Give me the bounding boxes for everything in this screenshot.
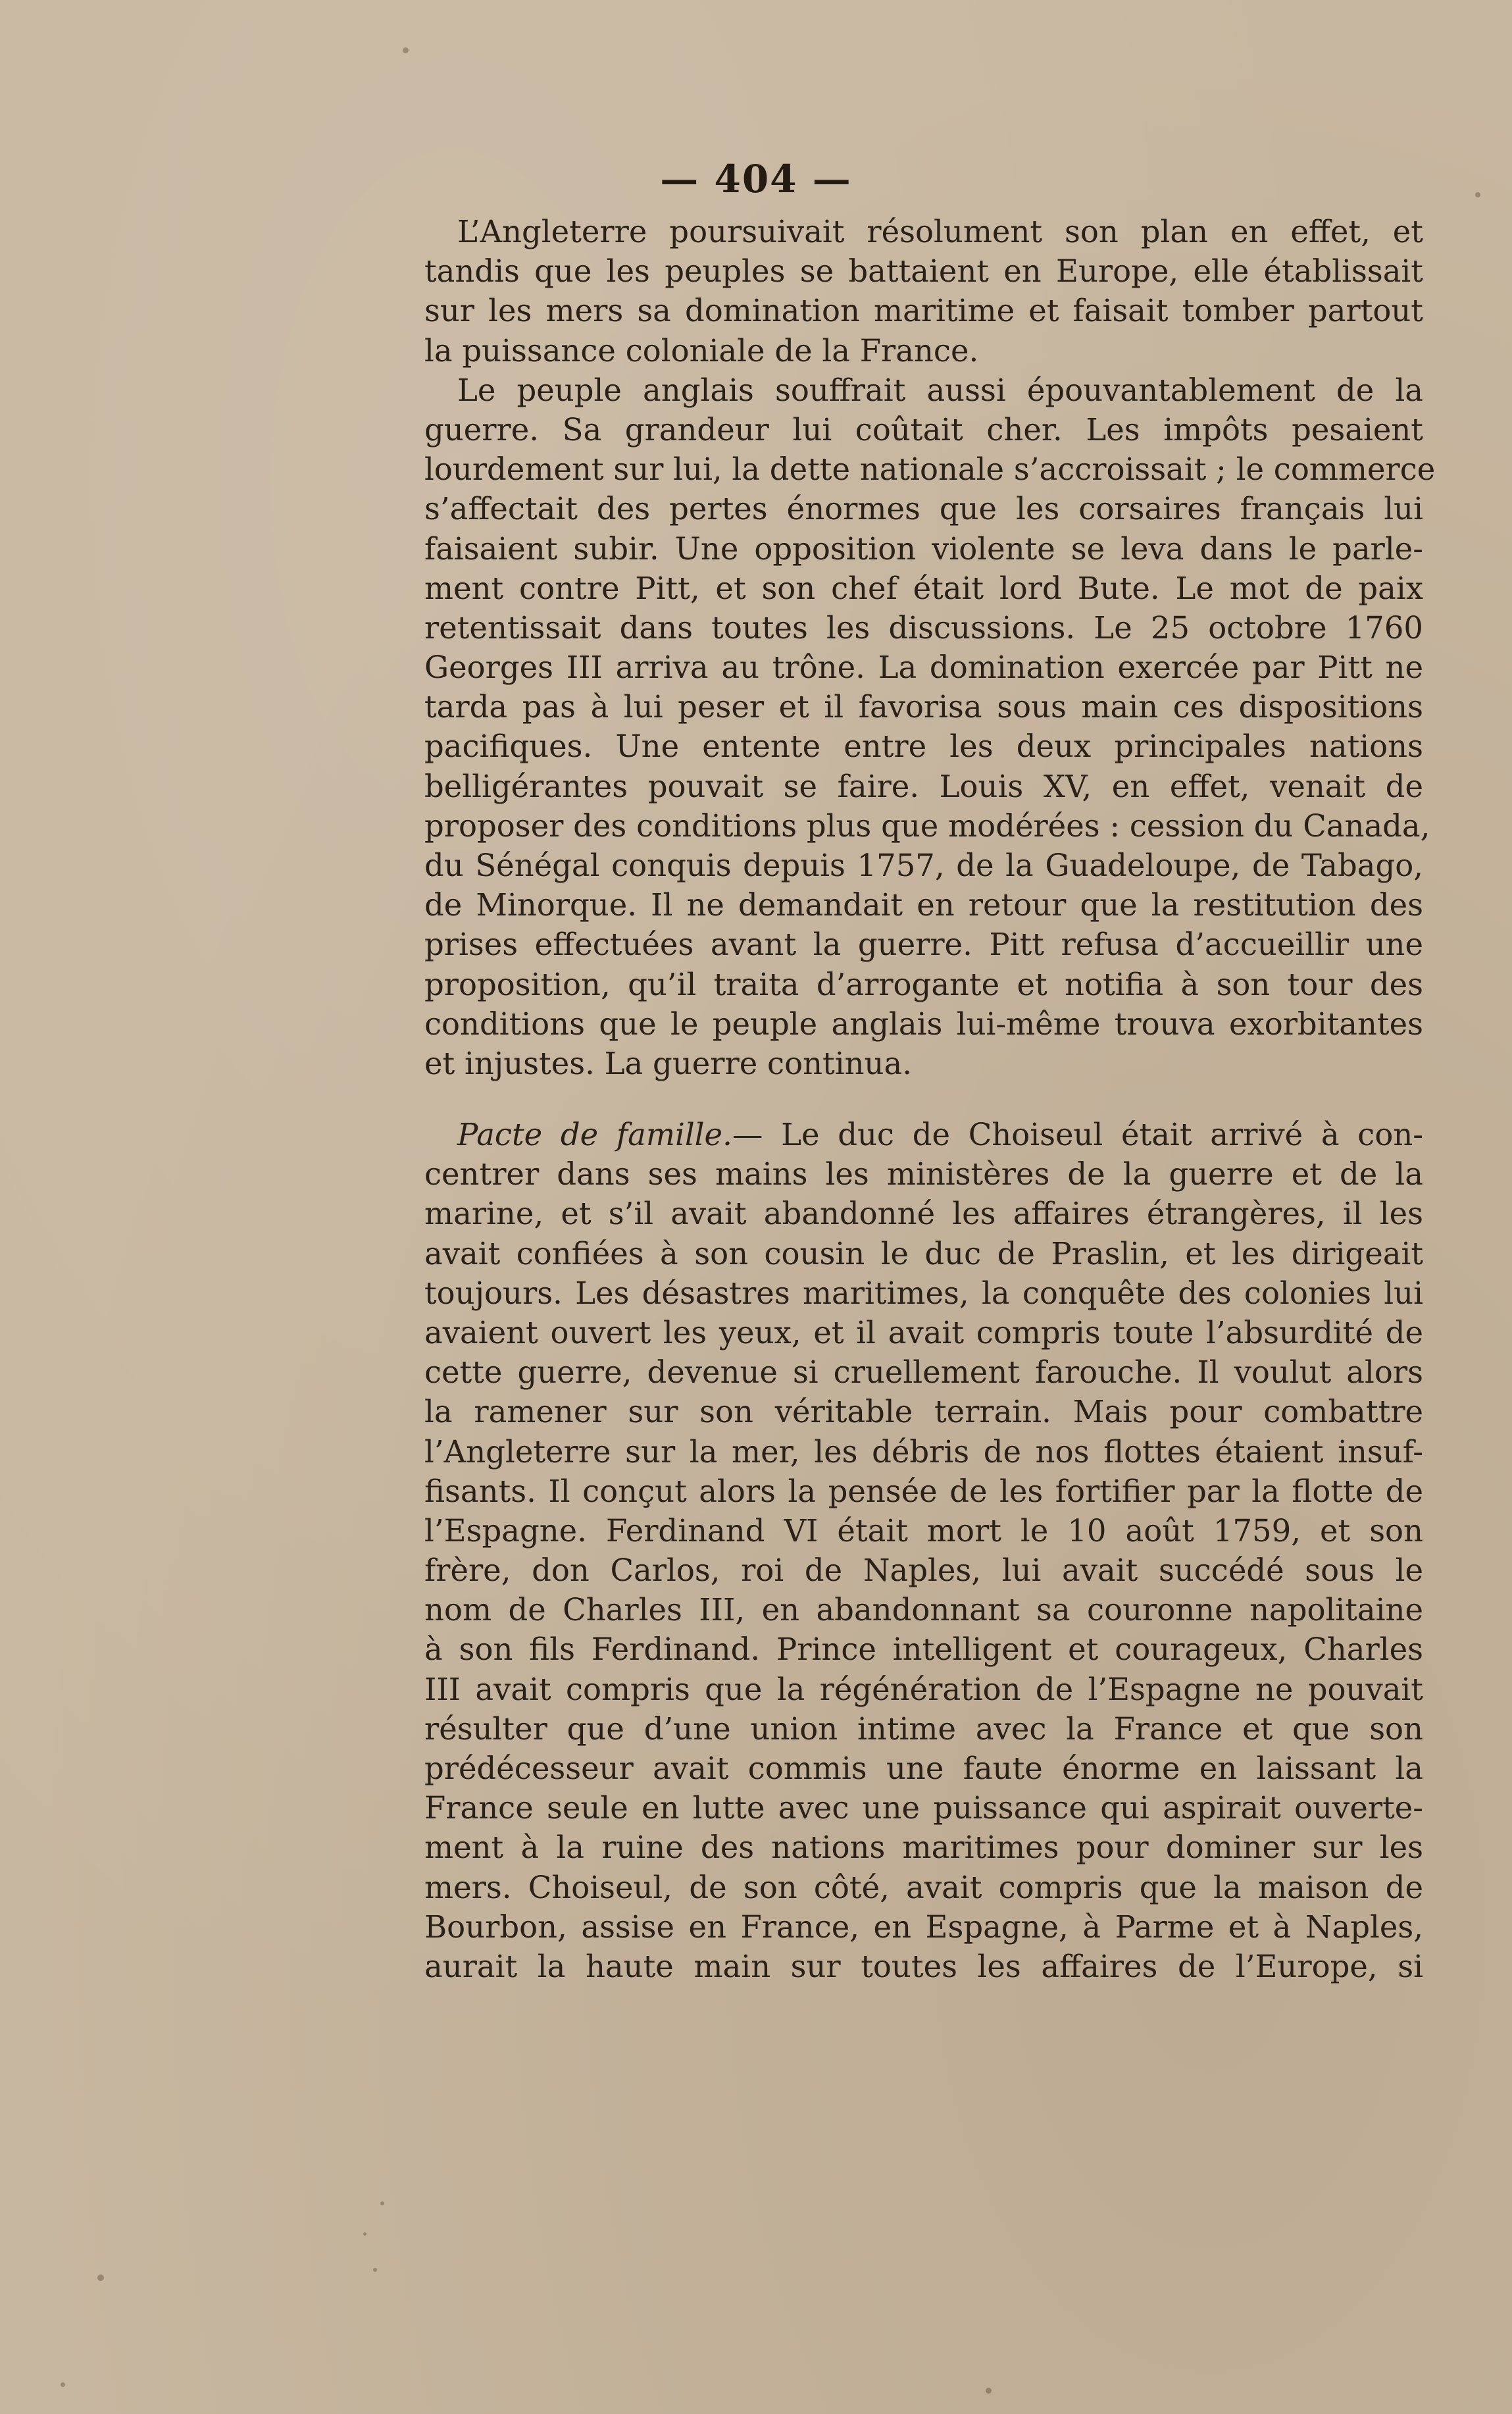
text-line: de Minorque. Il ne demandait en retour que la restitution des — [424, 887, 1423, 923]
text-line: toujours. Les désastres maritimes, la conquête des colonies lui — [424, 1275, 1423, 1311]
text-line: s’affectait des pertes énormes que les corsaires français lui — [424, 491, 1423, 527]
text-line: sur les mers sa domination maritime et faisait tomber partout — [424, 293, 1423, 329]
text-line: pacifiques. Une entente entre les deux principales nations — [424, 729, 1423, 765]
paper-speck — [380, 2201, 384, 2205]
text-line: Georges III arriva au trône. La domination exercée par Pitt ne — [424, 650, 1423, 686]
text-line: conditions que le peuple anglais lui-même trouva exorbitantes — [424, 1006, 1423, 1042]
text-line: la puissance coloniale de la France. — [424, 332, 979, 369]
text-line: avaient ouvert les yeux, et il avait compris toute l’absurdité de — [424, 1314, 1423, 1350]
text-line: résulter que d’une union intime avec la France et que son — [424, 1710, 1423, 1747]
section-heading: Pacte de famille. — [457, 1117, 732, 1152]
paper-speck — [373, 2268, 377, 2272]
text-line: avait confiées à son cousin le duc de Praslin, et les dirigeait — [424, 1235, 1423, 1271]
text-line: France seule en lutte avec une puissance qui aspirait ouverte- — [424, 1790, 1423, 1826]
text-line: ment à la ruine des nations maritimes pour dominer sur les — [424, 1830, 1423, 1866]
text-line: fisants. Il conçut alors la pensée de les fortifier par la flotte de — [424, 1473, 1423, 1509]
text-line: prédécesseur avait commis une faute énorme en laissant la — [424, 1751, 1423, 1786]
paper-speck — [403, 47, 409, 53]
text-line: marine, et s’il avait abandonné les affaires étrangères, il les — [424, 1196, 1423, 1232]
text-line: belligérantes pouvait se faire. Louis XV, en effet, venait de — [424, 768, 1423, 804]
paragraph-2 — [424, 1115, 1423, 1986]
paper-speck — [97, 2274, 104, 2281]
text-line: proposer des conditions plus que modérées : cession du Canada, — [424, 808, 1430, 844]
paper-speck — [986, 2388, 992, 2394]
text-line: frère, don Carlos, roi de Naples, lui avait succédé sous le — [424, 1553, 1423, 1589]
text-line: mers. Choiseul, de son côté, avait compris que la maison de — [424, 1869, 1423, 1905]
text-line: nom de Charles III, en abandonnant sa couronne napolitaine — [424, 1592, 1423, 1628]
text-line: la ramener sur son véritable terrain. Mais pour combattre — [424, 1394, 1423, 1430]
text-line: centrer dans ses mains les ministères de la guerre et de la — [424, 1156, 1423, 1193]
text-line: tarda pas à lui peser et il favorisa sous main ces dispositions — [424, 689, 1423, 725]
text-line: à son fils Ferdinand. Prince intelligent et courageux, Charles — [424, 1631, 1423, 1668]
text-line: guerre. Sa grandeur lui coûtait cher. Les impôts pesaient — [424, 411, 1423, 448]
text-line: lourdement sur lui, la dette nationale s’accroissait ; le commerce — [424, 451, 1436, 488]
text-line: L’Angleterre poursuivait résolument son plan en effet, et — [457, 214, 1423, 249]
text-line: du Sénégal conquis depuis 1757, de la Guadeloupe, de Tabago, — [424, 848, 1423, 883]
text-line: retentissait dans toutes les discussions. Le 25 octobre 1760 — [424, 609, 1423, 646]
text-line-body: Le duc de Choiseul était arrivé à con- — [781, 1117, 1423, 1152]
text-line: prises effectuées avant la guerre. Pitt refusa d’accueillir une — [424, 927, 1423, 963]
heading-dash: — — [732, 1117, 782, 1152]
paper-speck — [61, 2382, 65, 2387]
text-line: III avait compris que la régénération de l’Espagne ne pouvait — [424, 1671, 1423, 1707]
text-line: proposition, qu’il traita d’arrogante et notifia à son tour des — [424, 966, 1423, 1002]
page-number: — 404 — — [660, 157, 852, 201]
text-line: ment contre Pitt, et son chef était lord Bute. Le mot de paix — [424, 570, 1423, 606]
text-line: cette guerre, devenue si cruellement farouche. Il voulut alors — [424, 1354, 1423, 1391]
text-line: l’Espagne. Ferdinand VI était mort le 10 août 1759, et son — [424, 1512, 1423, 1549]
text-line: faisaient subir. Une opposition violente se leva dans le parle- — [424, 530, 1423, 567]
text-line: Le peuple anglais souffrait aussi épouvantablement de la — [457, 372, 1423, 408]
paper-speck — [363, 2232, 366, 2236]
text-line: l’Angleterre sur la mer, les débris de nos flottes étaient insuf- — [424, 1433, 1423, 1470]
text-line — [424, 1115, 1423, 1154]
text-line: aurait la haute main sur toutes les affaires de l’Europe, si — [424, 1948, 1423, 1984]
text-line: tandis que les peuples se battaient en Europe, elle établissait — [424, 253, 1423, 290]
text-line: et injustes. La guerre continua. — [424, 1045, 912, 1081]
text-line: Bourbon, assise en France, en Espagne, à Parme et à Naples, — [424, 1909, 1423, 1945]
paragraph-1 — [424, 212, 1436, 1083]
paper-speck — [1475, 192, 1480, 197]
